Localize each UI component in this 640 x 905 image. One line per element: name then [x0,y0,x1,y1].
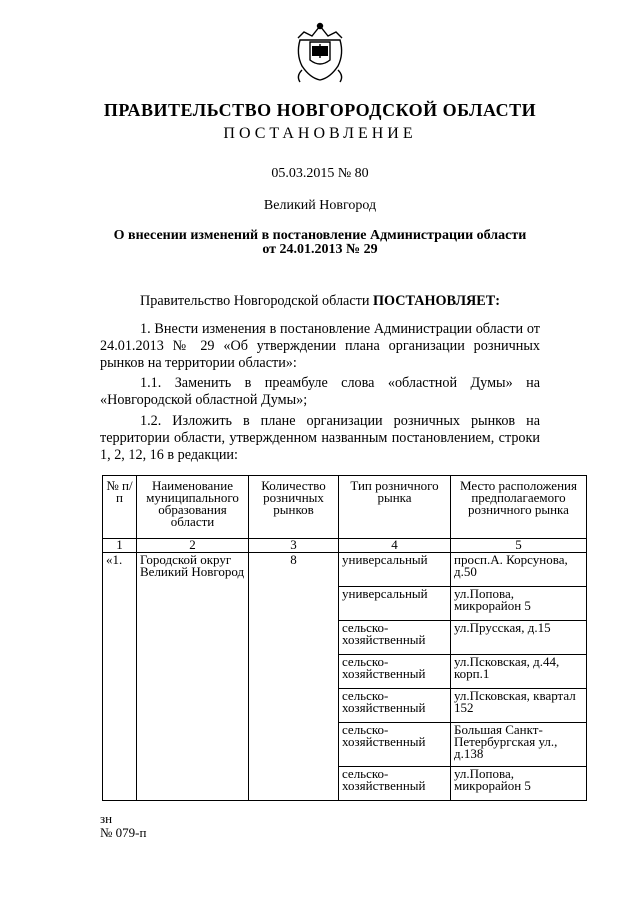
market-place: ул.Псковская, квартал 152 [451,689,587,723]
header-number: № п/п [103,476,137,539]
col-number: 2 [137,539,249,553]
row-count: 8 [249,553,339,801]
market-type: универсальный [339,553,451,587]
market-place: ул.Попова, микрорайон 5 [451,767,587,801]
footer-code: № 079-п [100,825,147,840]
document-type: ПОСТАНОВЛЕНИЕ [223,125,417,142]
header-count: Количество розничных рынков [249,476,339,539]
market-place: просп.А. Корсунова, д.50 [451,553,587,587]
col-number: 4 [339,539,451,553]
market-type: сельско-хозяйственный [339,621,451,655]
item-1-2: 1.2. Изложить в плане организации розничных рынков на территории области, утвержденном названным постановлением, строки 1, 2, 12, 16 в редакции: [100,413,540,463]
markets-table [102,475,587,801]
subject-line-1: О внесении изменений в постановление Администрации области [113,228,527,243]
market-type: универсальный [339,587,451,621]
government-title: ПРАВИТЕЛЬСТВО НОВГОРОДСКОЙ ОБЛАСТИ [103,100,537,120]
col-number: 1 [103,539,137,553]
col-number: 3 [249,539,339,553]
table-row [103,553,587,587]
header-place: Место расположения предполагаемого розничного рынка [451,476,587,539]
footer-initials: зн [100,811,113,826]
market-type: сельско-хозяйственный [339,689,451,723]
document-subject [0,229,640,257]
header-municipality: Наименование муниципального образования области [137,476,249,539]
subject-line-2: от 24.01.2013 № 29 [262,242,378,257]
market-place: ул.Псковская, д.44, корп.1 [451,655,587,689]
market-type: сельско-хозяйственный [339,767,451,801]
market-type: сельско-хозяйственный [339,655,451,689]
market-place: Большая Санкт-Петербургская ул., д.138 [451,723,587,767]
item-1-1: 1.1. Заменить в преамбуле слова «областной Думы» на «Новгородской областной Думы»; [100,375,540,408]
market-place: ул.Попова, микрорайон 5 [451,587,587,621]
row-number: «1. [103,553,137,801]
footer [100,812,146,840]
coat-of-arms-emblem [290,20,350,84]
document-date-number: 05.03.2015 № 80 [271,166,369,181]
market-place: ул.Прусская, д.15 [451,621,587,655]
row-municipality: Городской округ Великий Новгород [137,553,249,801]
header-type: Тип розничного рынка [339,476,451,539]
resolution-intro [140,293,540,310]
market-type: сельско-хозяйственный [339,723,451,767]
item-1: 1. Внести изменения в постановление Администрации области от 24.01.2013 № 29 «Об утверждении плана организации розничных рынков на территории области»: [100,321,540,371]
document-city: Великий Новгород [263,198,377,213]
intro-text: Правительство Новгородской области [140,293,370,309]
col-number: 5 [451,539,587,553]
intro-bold: ПОСТАНОВЛЯЕТ: [372,293,500,309]
